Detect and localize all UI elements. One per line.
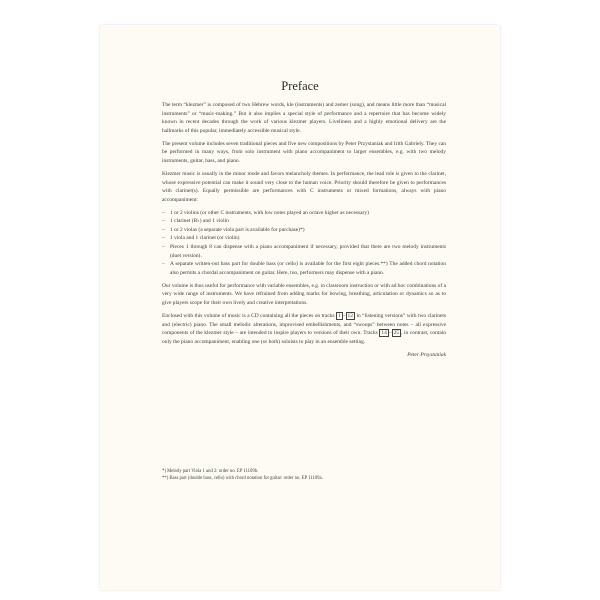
paragraph-variable-ensembles: Our volume is thus useful for performance with variable ensembles, e.g. in classroom instruction or with ad hoc combinations of a very wide range of instruments. We have refrained from adding marks for bowing, breathing, articulation or dynamics so as to give players scope for their own lively and creative interpretations.: [162, 282, 446, 307]
track-box: 12: [347, 313, 353, 320]
cd-text-a: Enclosed with this volume of music is a CD containing all the pieces on tracks: [162, 313, 335, 320]
list-item: – 1 viola and 1 clarinet (or violin): [162, 234, 446, 243]
footnotes: [162, 468, 446, 483]
paragraph-present-volume: The present volume includes seven traditional pieces and five new compositions by Peter Przystaniak and Irith Gabriely. They can be performed in many ways, from solo instrument with piano accompaniment to larger ensembles, e.g. with two melody instruments, guitar, bass, and piano.: [162, 140, 446, 164]
page-title: Preface: [281, 79, 319, 93]
list-item: – Pieces 1 through 8 can dispense with a piano accompaniment if necessary, provided that there are two melody instruments (duet version).: [162, 243, 446, 260]
document-page: [100, 25, 500, 590]
cd-text-b: in “listening versions” with two clarinets and (electric) piano. The small melodic alterations, improvised embellishments, and “swoops” between notes – all expressive components of the klezmer style – are intended to inspire players to versions of their own. Tracks: [162, 313, 447, 337]
list-item: – 1 clarinet (B♭) and 1 violin: [162, 217, 446, 226]
list-item: – 1 or 2 violins (or other C instruments, with low notes played an octave higher as necessary): [162, 209, 446, 218]
track-box: 1: [338, 313, 341, 320]
preface-body: [162, 101, 446, 359]
track-dash: –: [342, 313, 346, 320]
paragraph-klezmer-term: The term “klezmer” is composed of two Hebrew words, kle (instruments) and zemer (song), and means little more than “musical instruments” or “music-making.” But it also implies a special style of performance and a repertoire that has become widely known in recent decades through the work of various klezmer players. Liveliness and a highly emotional delivery are the hallmarks of this popular, immediately accessible musical style.: [162, 102, 446, 134]
list-item: – 1 or 2 violas (a separate viola part is available for purchase)*): [162, 226, 446, 235]
track-dash: –: [388, 330, 392, 337]
paragraph-minor-mode: Klezmer music is usually in the minor mode and favors melancholy themes. In performance, the lead role is given to the clarinet, whose expressive potential can make it sound very close to the human voice. Priority should therefore be given to performances with clarinet(s). Equally permissible are performances with C instruments or mixed formations, always with piano accompaniment:: [162, 170, 446, 203]
instrumentation-list: [162, 209, 446, 278]
cd-text-c: , in contrast, contain only the piano accompaniment, enabling one (or both) soloists to play in an ensemble setting.: [162, 330, 446, 345]
footnote-viola: *) Melody part Viola 1 and 2: order no. EP 11109b.: [162, 469, 259, 474]
track-box: 14: [381, 330, 387, 337]
author-signature: Peter Przystaniak: [407, 351, 446, 358]
paragraph-cd-tracks: [162, 312, 446, 346]
list-item: – A separate written-out bass part for double bass (or cello) is available for the first eight pieces.**) The added chord notation also permits a chordal accompaniment on guitar. Here, too, performers may dispense with a piano.: [162, 260, 446, 277]
footnote-bass: **) Bass part (double bass, cello) with chord notation for guitar: order no. EP 11109a.: [162, 476, 323, 482]
track-box: 25: [393, 330, 400, 337]
